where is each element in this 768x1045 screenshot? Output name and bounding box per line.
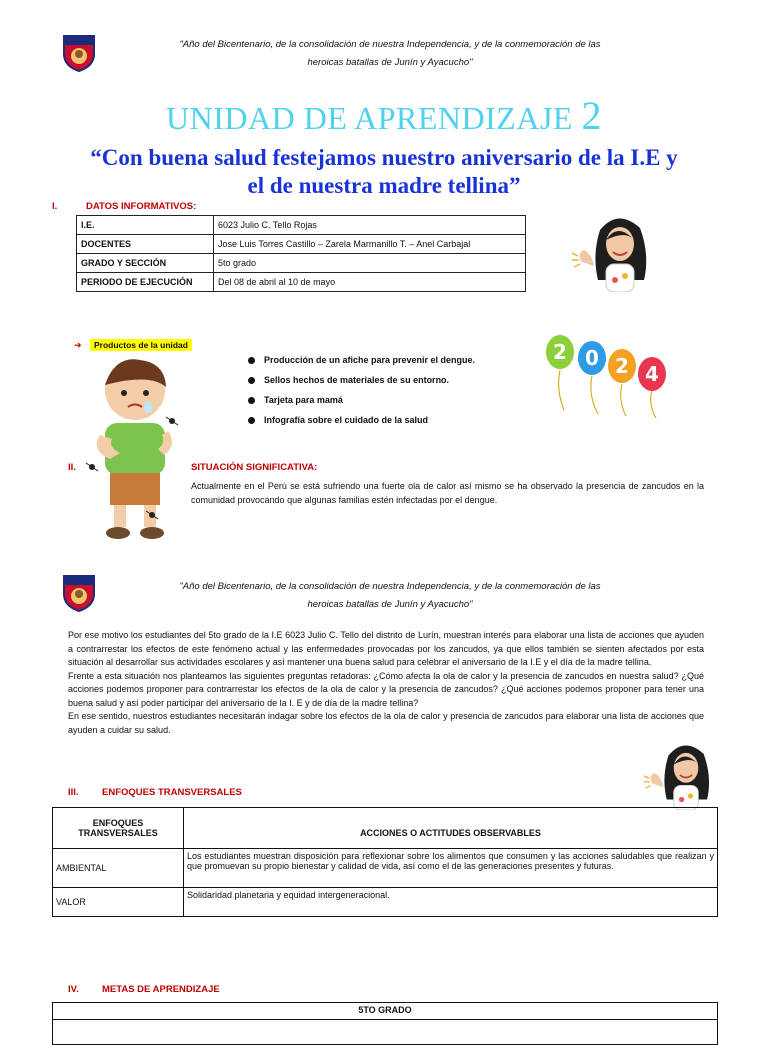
products-label-wrap: [74, 335, 192, 353]
list-item-text: Infografía sobre el cuidado de la salud: [264, 415, 429, 425]
row-value: Del 08 de abril al 10 de mayo: [214, 273, 526, 292]
column-header: ENFOQUES TRANSVERSALES: [53, 808, 184, 849]
table-header-row: [53, 1003, 718, 1020]
list-item: [248, 355, 548, 365]
teacher-icon: [640, 738, 732, 810]
teacher-icon: [570, 210, 670, 292]
balloon-digit: 2: [615, 354, 629, 378]
row-value: 6023 Julio C. Tello Rojas: [214, 216, 526, 235]
list-item-text: Producción de un afiche para prevenir el dengue.: [264, 355, 476, 365]
motto-line-2: heroicas batallas de Junín y Ayacucho": [307, 57, 473, 68]
accion-cell: Solidaridad planetaria y equidad intergeneracional.: [184, 888, 718, 917]
products-label: Productos de la unidad: [90, 339, 192, 351]
section-situacion-roman: II.: [68, 462, 76, 473]
balloon-digit: 2: [553, 340, 567, 364]
section-roman: IV.: [68, 984, 79, 995]
row-value: Jose Luis Torres Castillo – Zarela Marmanillo T. – Anel Carbajal: [214, 235, 526, 254]
section-roman: III.: [68, 787, 79, 798]
context-paragraphs: [68, 629, 704, 737]
bullet-icon: [248, 397, 255, 404]
table-row: [53, 888, 718, 917]
metas-cell: [53, 1020, 718, 1045]
paragraph: Por ese motivo los estudiantes del 5to grado de la I.E 6023 Julio C. Tello del distrito de Lurín, muestran interés para elaborar una lista de acciones que ayuden a contrarrestar los efectos de este fenómeno actual y las enfermedades provocadas por los zancudos, ya que ellos también se sienten afectados por esta situación al desarrollar sus actividades escolares y así mantener una buena salud para celebrar el aniversario de la I.E y el día de la madre tellina.: [68, 630, 704, 667]
section-title: ENFOQUES TRANSVERSALES: [102, 787, 242, 798]
enfoque-cell: AMBIENTAL: [53, 849, 184, 888]
table-row: [77, 273, 526, 292]
row-key: I.E.: [77, 216, 214, 235]
column-header: ACCIONES O ACTITUDES OBSERVABLES: [184, 808, 718, 849]
table-row: [53, 849, 718, 888]
table-row: [77, 216, 526, 235]
crest-icon: [62, 574, 96, 612]
teacher-illustration: [640, 738, 732, 815]
row-key: PERIODO DE EJECUCIÓN: [77, 273, 214, 292]
arrow-icon: ➜: [74, 340, 82, 350]
row-value: 5to grado: [214, 254, 526, 273]
products-list: [248, 355, 548, 435]
teacher-illustration: [570, 210, 670, 297]
section-roman: I.: [52, 201, 58, 212]
balloon-digit: 0: [585, 346, 599, 370]
school-crest: [62, 34, 96, 77]
bullet-icon: [248, 417, 255, 424]
balloons-2024: [540, 330, 680, 425]
motto-line-2: heroicas batallas de Junín y Ayacucho": [307, 599, 473, 610]
table-row: [77, 235, 526, 254]
balloons-icon: [540, 330, 680, 420]
datos-table: [76, 215, 526, 292]
motto-line-1: "Año del Bicentenario, de la consolidación de nuestra Independencia, y de la conmemoración de las: [179, 581, 601, 592]
subtitle-line-1: “Con buena salud festejamos nuestro aniversario de la I.E y: [90, 145, 678, 170]
enfoque-cell: VALOR: [53, 888, 184, 917]
situacion-text: Actualmente en el Perú se está sufriendo una fuerte ola de calor así mismo se ha observado la presencia de zancudos en la comunidad provocando que algunas familias estén infectadas por el dengue.: [191, 481, 704, 505]
bullet-icon: [248, 357, 255, 364]
accion-cell: Los estudiantes muestran disposición para reflexionar sobre los alimentos que consumen y las acciones saludables que realizan y que promuevan su propio bienestar y calidad de vida, así como el de las generaciones presentes y futuras.: [184, 849, 718, 888]
table-row: [77, 254, 526, 273]
sick-kid-icon: [80, 355, 190, 545]
section-title: DATOS INFORMATIVOS:: [86, 201, 197, 212]
unit-title-text: UNIDAD DE APRENDIZAJE: [166, 100, 573, 136]
unit-subtitle: [30, 144, 738, 200]
paragraph: Frente a esta situación nos planteamos las siguientes preguntas retadoras: ¿Cómo afecta la ola de calor y la presencia de zancudos en nuestra salud? ¿Qué acciones podemos proponer para contrarrestar los efectos de la ola de calor y la presencia de zancudos? ¿Qué acciones podemos proponer para tener una buena salud y así poder participar del aniversario de la I. E y de día de la madre tellina?: [68, 670, 704, 708]
list-item: [248, 395, 548, 405]
section-metas-heading: [68, 984, 220, 995]
unit-title-number: 2: [581, 93, 602, 138]
sick-kid-illustration: [80, 355, 190, 550]
table-row: [53, 1020, 718, 1045]
balloon-digit: 4: [645, 362, 659, 386]
table-header-row: [53, 808, 718, 849]
list-item-text: Sellos hechos de materiales de su entorno.: [264, 375, 450, 385]
school-crest: [62, 574, 96, 617]
list-item-text: Tarjeta para mamá: [264, 395, 343, 405]
bullet-icon: [248, 377, 255, 384]
section-situacion-heading: SITUACIÓN SIGNIFICATIVA:: [191, 462, 318, 473]
list-item: [248, 375, 548, 385]
crest-icon: [62, 34, 96, 72]
section-enfoques-heading: [68, 787, 242, 798]
row-key: DOCENTES: [77, 235, 214, 254]
paragraph: En ese sentido, nuestros estudiantes necesitarán indagar sobre los efectos de la ola de calor y presencia de zancudos para elaborar una lista de acciones que ayuden a cuidar su salud.: [68, 711, 704, 735]
subtitle-line-2: el de nuestra madre tellina”: [247, 173, 521, 198]
unit-title: [0, 92, 768, 139]
list-item: [248, 415, 548, 425]
grade-header: 5TO GRADO: [53, 1003, 718, 1020]
motto-line-1: "Año del Bicentenario, de la consolidación de nuestra Independencia, y de la conmemoración de las: [179, 39, 601, 50]
enfoques-table: [52, 807, 718, 917]
row-key: GRADO Y SECCIÓN: [77, 254, 214, 273]
section-datos-heading: [52, 201, 196, 212]
section-title: METAS DE APRENDIZAJE: [102, 984, 220, 995]
